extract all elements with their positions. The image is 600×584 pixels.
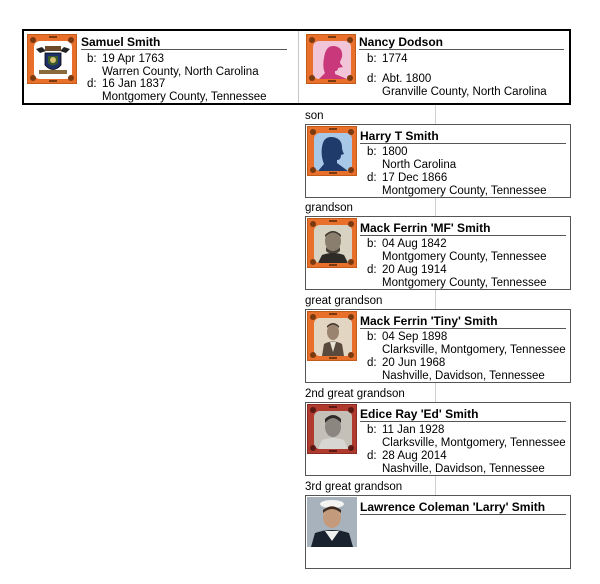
birth-place: Clarksville, Montgomery, Tennessee: [382, 344, 566, 356]
connector-line: [435, 476, 436, 496]
relation-label: grandson: [305, 202, 353, 214]
relation-label: 3rd great grandson: [305, 481, 403, 493]
birth-label: b:: [367, 146, 377, 158]
birth-place: Clarksville, Montgomery, Tennessee: [382, 437, 566, 449]
death-place: Montgomery County, Tennessee: [382, 185, 547, 197]
birth-place: Warren County, North Carolina: [102, 66, 259, 78]
death-label: d:: [367, 264, 377, 276]
death-place: Nashville, Davidson, Tennessee: [382, 463, 545, 475]
death-date: 28 Aug 2014: [382, 450, 447, 462]
person-name[interactable]: Mack Ferrin 'MF' Smith: [360, 221, 491, 235]
person-card-wife[interactable]: [299, 31, 571, 103]
birth-date: 04 Sep 1898: [382, 331, 448, 343]
person-name[interactable]: Mack Ferrin 'Tiny' Smith: [360, 314, 498, 328]
death-place: Granville County, North Carolina: [382, 86, 547, 98]
death-date: 17 Dec 1866: [382, 172, 448, 184]
relation-label: 2nd great grandson: [305, 388, 405, 400]
name-underline: [360, 421, 566, 422]
person-card-2nd-great-grandson[interactable]: [305, 402, 571, 476]
portrait-photo-icon[interactable]: [307, 404, 357, 454]
birth-label: b:: [87, 53, 97, 65]
birth-date: 19 Apr 1763: [102, 53, 165, 65]
birth-label: b:: [367, 53, 377, 65]
name-underline: [81, 49, 287, 50]
name-underline: [360, 143, 566, 144]
person-name[interactable]: Harry T Smith: [360, 129, 439, 143]
death-place: Montgomery County, Tennessee: [382, 277, 547, 289]
death-label: d:: [367, 450, 377, 462]
person-card-grandson[interactable]: [305, 216, 571, 290]
portrait-photo-icon[interactable]: [307, 218, 357, 268]
death-place: Montgomery County, Tennessee: [102, 91, 267, 103]
death-label: d:: [367, 73, 377, 85]
connector-line: [435, 105, 436, 125]
death-date: 20 Aug 1914: [382, 264, 447, 276]
birth-label: b:: [367, 424, 377, 436]
death-label: d:: [367, 357, 377, 369]
name-underline: [360, 514, 566, 515]
relation-label: son: [305, 110, 324, 122]
name-underline: [360, 235, 566, 236]
person-name[interactable]: Lawrence Coleman 'Larry' Smith: [360, 500, 546, 514]
birth-date: 04 Aug 1842: [382, 238, 447, 250]
death-date: 20 Jun 1968: [382, 357, 446, 369]
birth-date: 1800: [382, 146, 408, 158]
name-underline: [360, 328, 566, 329]
sailor-portrait-icon[interactable]: [307, 497, 357, 547]
person-card-3rd-great-grandson[interactable]: [305, 495, 571, 569]
male-silhouette-icon[interactable]: [307, 126, 357, 176]
person-name[interactable]: Edice Ray 'Ed' Smith: [360, 407, 479, 421]
portrait-photo-icon[interactable]: [307, 311, 357, 361]
birth-date: 1774: [382, 53, 408, 65]
name-underline: [359, 49, 564, 50]
connector-line: [435, 198, 436, 217]
couple-box: [22, 29, 571, 105]
birth-label: b:: [367, 331, 377, 343]
person-card-husband[interactable]: [24, 31, 298, 103]
birth-place: Montgomery County, Tennessee: [382, 251, 547, 263]
relation-label: great grandson: [305, 295, 383, 307]
death-date: Abt. 1800: [382, 73, 432, 85]
death-date: 16 Jan 1837: [102, 78, 166, 90]
birth-label: b:: [367, 238, 377, 250]
birth-place: North Carolina: [382, 159, 457, 171]
birth-date: 11 Jan 1928: [382, 424, 445, 436]
connector-line: [435, 383, 436, 403]
death-place: Nashville, Davidson, Tennessee: [382, 370, 545, 382]
person-name[interactable]: Nancy Dodson: [359, 35, 444, 49]
death-label: d:: [367, 172, 377, 184]
coat-of-arms-icon[interactable]: [27, 34, 77, 84]
person-name[interactable]: Samuel Smith: [81, 35, 161, 49]
death-label: d:: [87, 78, 97, 90]
person-card-son[interactable]: [305, 124, 571, 198]
connector-line: [435, 290, 436, 310]
person-card-great-grandson[interactable]: [305, 309, 571, 383]
female-silhouette-icon[interactable]: [306, 34, 356, 84]
